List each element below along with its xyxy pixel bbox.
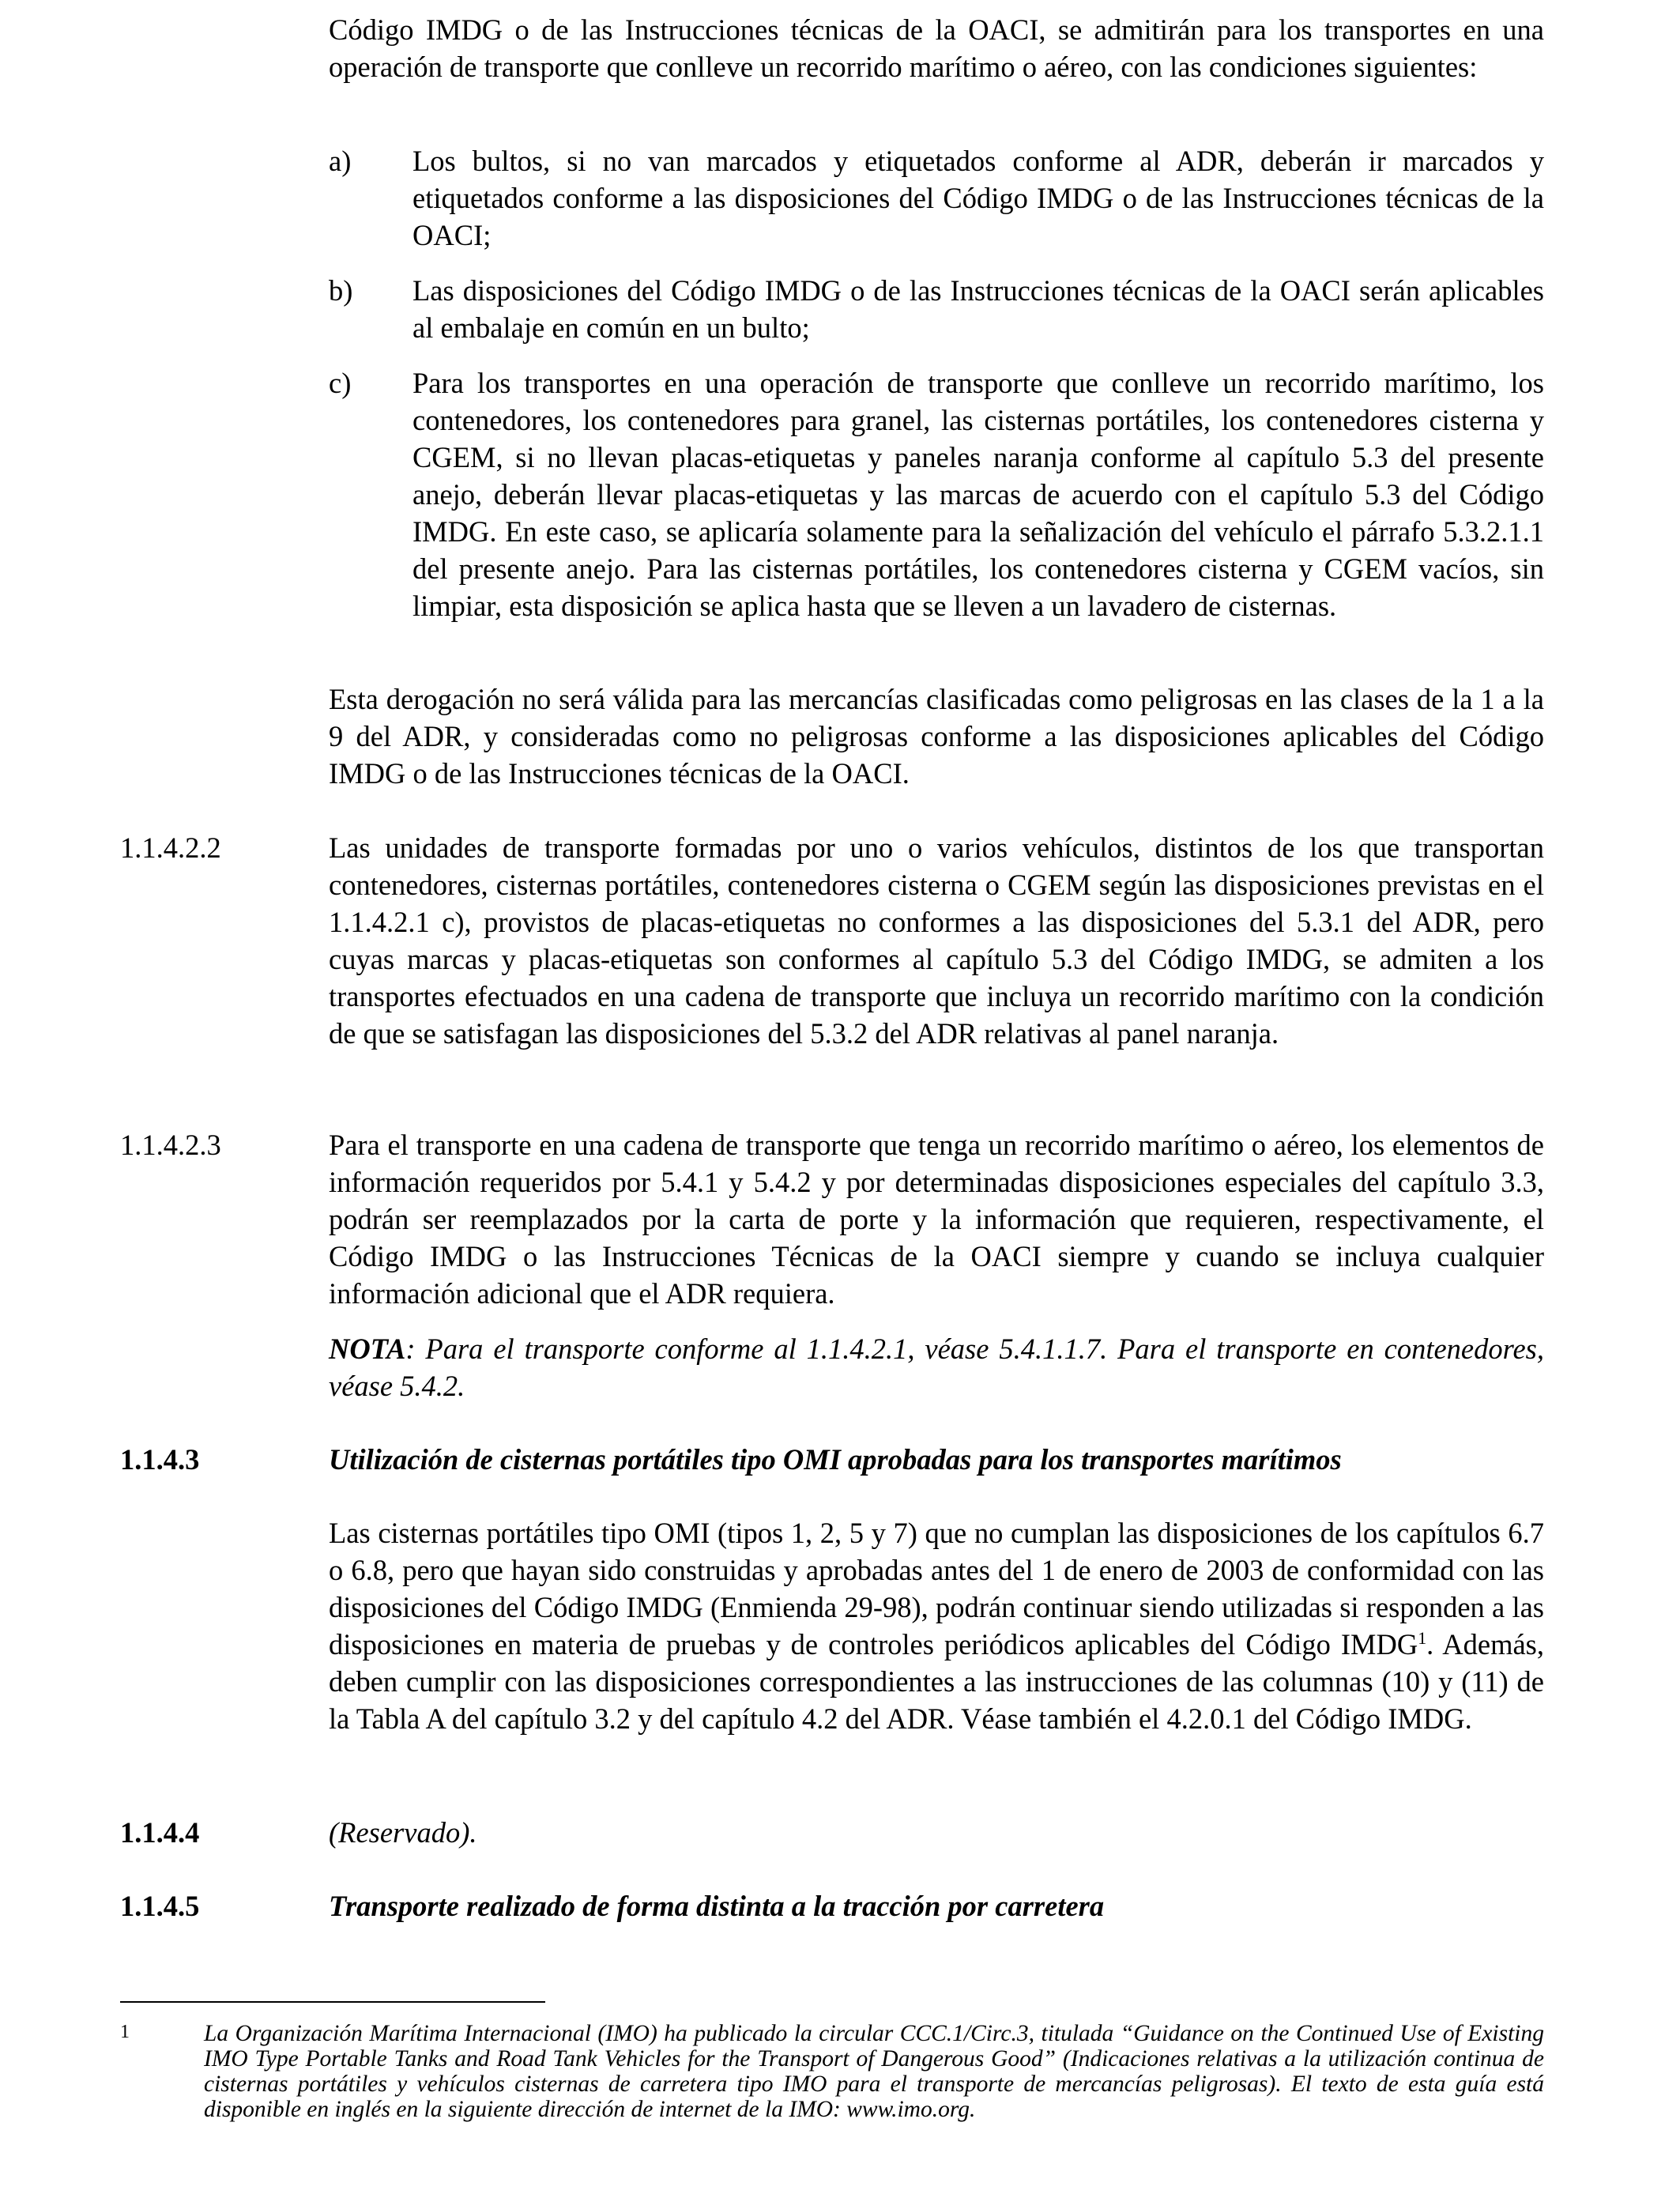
intro-paragraph: Código IMDG o de las Instrucciones técnicas de la OACI, se admitirán para los transportes en una operación de transporte que conlleve un recorrido marítimo o aéreo, con las condiciones siguientes: (329, 13, 1544, 83)
section-number: 1.1.4.2.2 (120, 831, 221, 864)
section-1-1-4-3-title: Utilización de cisternas portátiles tipo OMI aprobadas para los transportes marítimos (329, 1443, 1342, 1476)
section-number: 1.1.4.2.3 (120, 1129, 221, 1161)
section-number: 1.1.4.4 (120, 1816, 200, 1849)
section-1-1-4-4-text: (Reservado). (329, 1816, 477, 1849)
footnote-reference[interactable]: 1 (1418, 1627, 1427, 1648)
derogation-paragraph: Esta derogación no será válida para las mercancías clasificadas como peligrosas en las clases de la 1 a la 9 del ADR, y consideradas como no peligrosas conforme a las disposiciones aplicables del Código IMDG o de las Instrucciones técnicas de la OACI. (329, 683, 1544, 790)
list-item-label: b) (329, 274, 353, 307)
section-number: 1.1.4.5 (120, 1890, 200, 1922)
note-label: NOTA (329, 1333, 406, 1365)
section-text-part: Las cisternas portátiles tipo OMI (tipos 1, 2, 5 y 7) que no cumplan las disposiciones de los capítulos 6.7 o 6.8, pero que hayan sido construidas y aprobadas antes del 1 de enero de 2003 de conformidad con las disposiciones del Código IMDG (Enmienda 29-98), podrán continuar siendo utilizadas si responden a las disposiciones en materia de pruebas y de controles periódicos aplicables del Código IMDG (329, 1517, 1544, 1661)
note-text: : Para el transporte conforme al 1.1.4.2.1, véase 5.4.1.1.7. Para el transporte en contenedores, véase 5.4.2. (329, 1333, 1544, 1402)
section-1-1-4-5-title: Transporte realizado de forma distinta a la tracción por carretera (329, 1890, 1105, 1922)
note-paragraph (329, 1330, 1544, 1404)
section-text-part: . Además, deben cumplir con las disposiciones correspondientes a las instrucciones de las columnas (10) y (11) de la Tabla A del capítulo 3.2 y del capítulo 4.2 del ADR. Véase también el 4.2.0.1 del Código IMDG. (329, 1628, 1544, 1735)
list-item-b (329, 272, 1544, 346)
list-item-text: Los bultos, si no van marcados y etiquetados conforme al ADR, deberán ir marcados y etiquetados conforme a las disposiciones del Código IMDG o de las Instrucciones técnicas de la OACI; (412, 145, 1544, 251)
list-item-c (329, 364, 1544, 624)
list-item-label: c) (329, 367, 352, 399)
section-1-1-4-2-2-text: Las unidades de transporte formadas por uno o varios vehículos, distintos de los que transportan contenedores, cisternas portátiles, contenedores cisterna o CGEM según las disposiciones previstas en el 1.1.4.2.1 c), provistos de placas-etiquetas no conformes a las disposiciones del 5.3.1 del ADR, pero cuyas marcas y placas-etiquetas son conformes al capítulo 5.3 del Código IMDG, se admiten a los transportes efectuados en una cadena de transporte que incluya un recorrido marítimo con la condición de que se satisfagan las disposiciones del 5.3.2 del ADR relativas al panel naranja. (329, 831, 1544, 1050)
footnote-divider (120, 2001, 545, 2003)
list-item-label: a) (329, 145, 352, 177)
section-1-1-4-3-text (329, 1514, 1544, 1737)
section-1-1-4-2-3-text: Para el transporte en una cadena de transporte que tenga un recorrido marítimo o aéreo, los elementos de información requeridos por 5.4.1 y 5.4.2 y por determinadas disposiciones especiales del capítulo 3.3, podrán ser reemplazados por la carta de porte y la información que requieren, respectivamente, el Código IMDG o las Instrucciones Técnicas de la OACI siempre y cuando se incluya cualquier información adicional que el ADR requiera. (329, 1129, 1544, 1310)
list-item-text: Para los transportes en una operación de transporte que conlleve un recorrido marítimo, los contenedores, los contenedores para granel, las cisternas portátiles, los contenedores cisterna y CGEM, si no llevan placas-etiquetas y paneles naranja conforme al capítulo 5.3 del presente anejo, deberán llevar placas-etiquetas y las marcas de acuerdo con el capítulo 5.3 del Código IMDG. En este caso, se aplicaría solamente para la señalización del vehículo el párrafo 5.3.2.1.1 del presente anejo. Para las cisternas portátiles, los contenedores cisterna y CGEM vacíos, sin limpiar, esta disposición se aplica hasta que se lleven a un lavadero de cisternas. (412, 367, 1544, 622)
footnote-mark: 1 (120, 2022, 130, 2042)
list-item-text: Las disposiciones del Código IMDG o de las Instrucciones técnicas de la OACI serán aplicables al embalaje en común en un bulto; (412, 274, 1544, 344)
footnote-text: La Organización Marítima Internacional (IMO) ha publicado la circular CCC.1/Circ.3, titulada “Guidance on the Continued Use of Existing IMO Type Portable Tanks and Road Tank Vehicles for the Transport of Dangerous Good” (Indicaciones relativas a la utilización continua de cisternas portátiles y vehículos cisternas de carretera tipo IMO para el transporte de mercancías peligrosas). El texto de esta guía está disponible en inglés en la siguiente dirección de internet de la IMO: www.imo.org. (204, 2021, 1544, 2122)
list-item-a (329, 142, 1544, 254)
section-number: 1.1.4.3 (120, 1443, 200, 1476)
